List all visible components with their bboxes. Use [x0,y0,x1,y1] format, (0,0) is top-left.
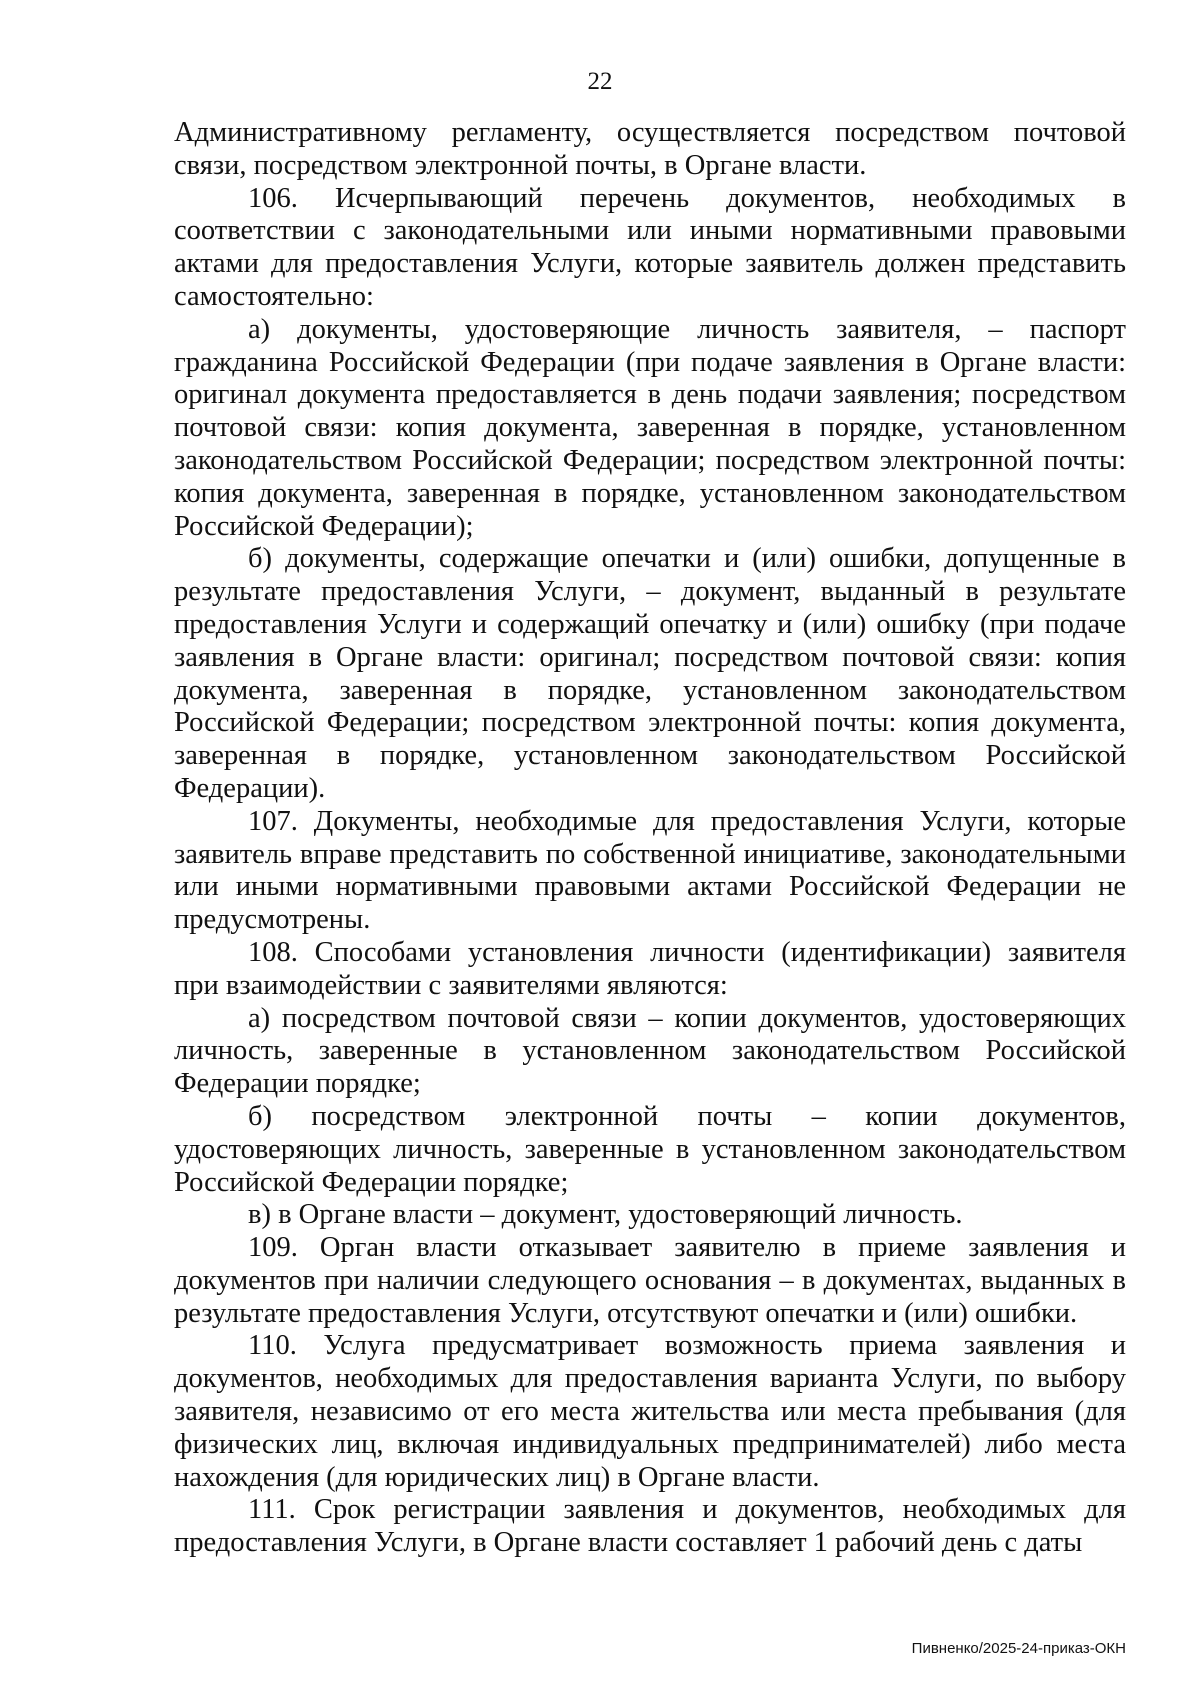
paragraph-107: 107. Документы, необходимые для предоставления Услуги, которые заявитель вправе представить по собственной инициативе, законодательными или иными нормативными правовыми актами Российской Федерации не предусмотрены. [174,805,1126,936]
paragraph-108: 108. Способами установления личности (идентификации) заявителя при взаимодействии с заявителями являются: [174,936,1126,1001]
paragraph-108-c: в) в Органе власти – документ, удостоверяющий личность. [248,1199,963,1231]
paragraph-continuation: Административному регламенту, осуществляется посредством почтовой связи, посредством электронной почты, в Органе власти. [174,117,1126,181]
paragraph-111: 111. Срок регистрации заявления и документов, необходимых для предоставления Услуги, в Органе власти составляет 1 рабочий день с даты [174,1494,1126,1559]
paragraph-109: 109. Орган власти отказывает заявителю в приеме заявления и документов при наличии следующего основания – в документах, выданных в результате предоставления Услуги, отсутствуют опечатки и (или) ошибки. [174,1232,1126,1329]
paragraph-106-b: б) документы, содержащие опечатки и (или) ошибки, допущенные в результате предоставления Услуги, – документ, выданный в результате предоставления Услуги и содержащий опечатку и (или) ошибку (при подаче заявления в Органе власти: оригинал; посредством почтовой связи: копия документа, заверенная в порядке, установленном законодательством Российской Федерации; посредством электронной почты: копия документа, заверенная в порядке, установленном законодательством Российской Федерации). [174,543,1126,804]
paragraph-108-a: а) посредством почтовой связи – копии документов, удостоверяющих личность, заверенные в установленном законодательством Российской Федерации порядке; [174,1002,1126,1100]
paragraph-108-b: б) посредством электронной почты – копии документов, удостоверяющих личность, заверенные в установленном законодательством Российской Федерации порядке; [174,1100,1126,1198]
document-footer-reference: Пивненко/2025-24-приказ-ОКН [911,1640,1126,1657]
paragraph-106: 106. Исчерпывающий перечень документов, необходимых в соответствии с законодательными или иными нормативными правовыми актами для предоставления Услуги, которые заявитель должен представить самостоятельно: [174,182,1126,312]
document-body [174,117,1126,1560]
paragraph-106-a: а) документы, удостоверяющие личность заявителя, – паспорт гражданина Российской Федерации (при подаче заявления в Органе власти: оригинал документа предоставляется в день подачи заявления; посредством почтовой связи: копия документа, заверенная в порядке, установленном законодательством Российской Федерации; посредством электронной почты: копия документа, заверенная в порядке, установленном законодательством Российской Федерации); [174,313,1126,542]
paragraph-110: 110. Услуга предусматривает возможность приема заявления и документов, необходимых для предоставления варианта Услуги, по выбору заявителя, независимо от его места жительства или места пребывания (для физических лиц, включая индивидуальных предпринимателей) либо места нахождения (для юридических лиц) в Органе власти. [174,1330,1126,1493]
page-number: 22 [587,68,613,95]
